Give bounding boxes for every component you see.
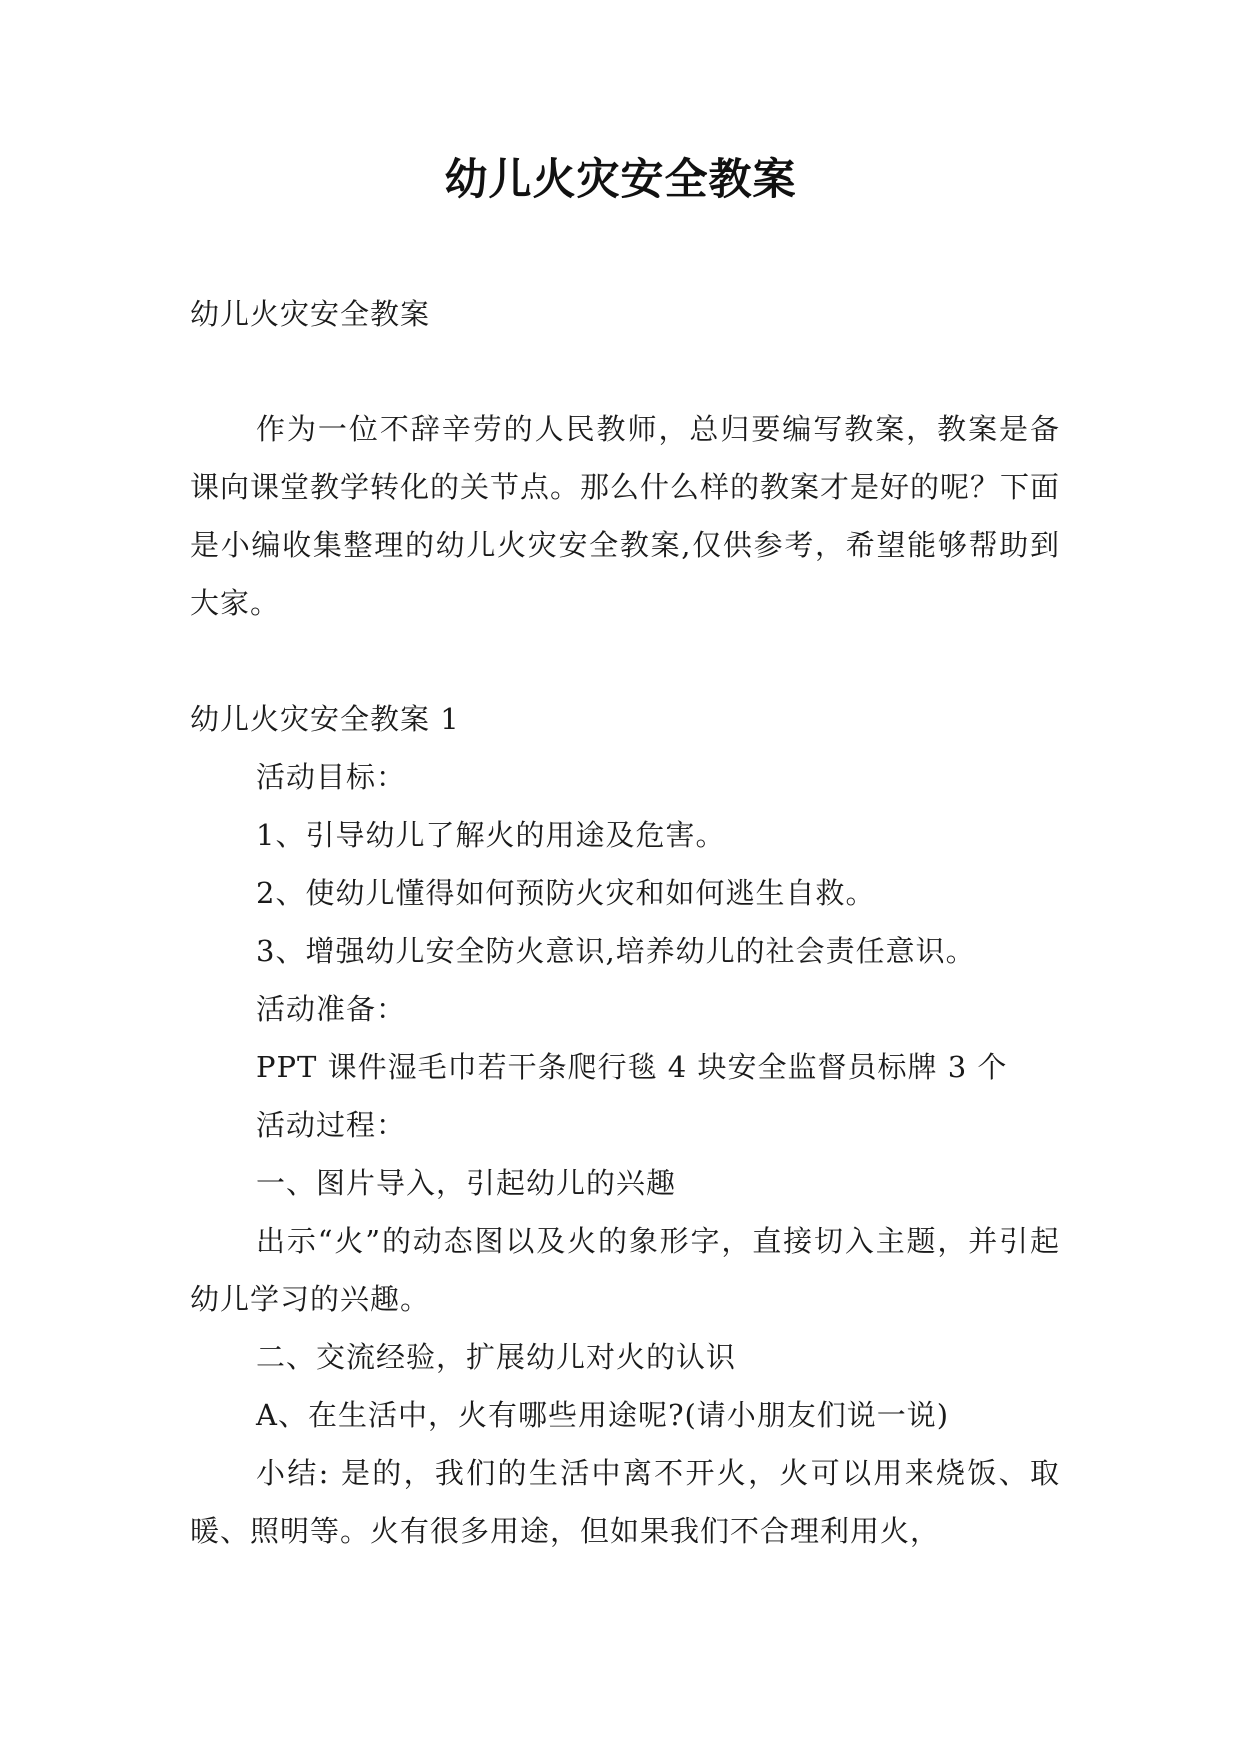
intro-paragraph: 作为一位不辞辛劳的人民教师，总归要编写教案，教案是备课向课堂教学转化的关节点。那么什么样的教案才是好的呢？下面是小编收集整理的幼儿火灾安全教案,仅供参考，希望能够帮助到大家。: [190, 412, 1061, 620]
document-subtitle: 幼儿火灾安全教案: [190, 297, 431, 331]
goal-item: 1、引导幼儿了解火的用途及危害。: [256, 818, 726, 852]
step-question: A、在生活中，火有哪些用途呢?(请小朋友们说一说): [256, 1398, 950, 1432]
prep-text: PPT 课件湿毛巾若干条爬行毯 4 块安全监督员标牌 3 个: [256, 1050, 1008, 1084]
step-title: 一、图片导入，引起幼儿的兴趣: [256, 1166, 677, 1200]
step-title: 二、交流经验，扩展幼儿对火的认识: [256, 1340, 737, 1374]
section-heading: 幼儿火灾安全教案 1: [190, 702, 460, 736]
step-summary: 小结: 是的，我们的生活中离不开火，火可以用来烧饭、取暖、照明等。火有很多用途，但如果我们不合理利用火，: [190, 1456, 1060, 1548]
goal-item: 3、增强幼儿安全防火意识,培养幼儿的社会责任意识。: [256, 934, 976, 968]
prep-label: 活动准备：: [256, 992, 407, 1026]
section-content: [190, 748, 1060, 1560]
step-text: 出示“火”的动态图以及火的象形字，直接切入主题，并引起幼儿学习的兴趣。: [190, 1224, 1060, 1316]
page-title: 幼儿火灾安全教案: [444, 155, 797, 205]
goals-label: 活动目标：: [256, 760, 407, 794]
goal-item: 2、使幼儿懂得如何预防火灾和如何逃生自救。: [256, 876, 876, 910]
process-label: 活动过程：: [256, 1108, 407, 1142]
